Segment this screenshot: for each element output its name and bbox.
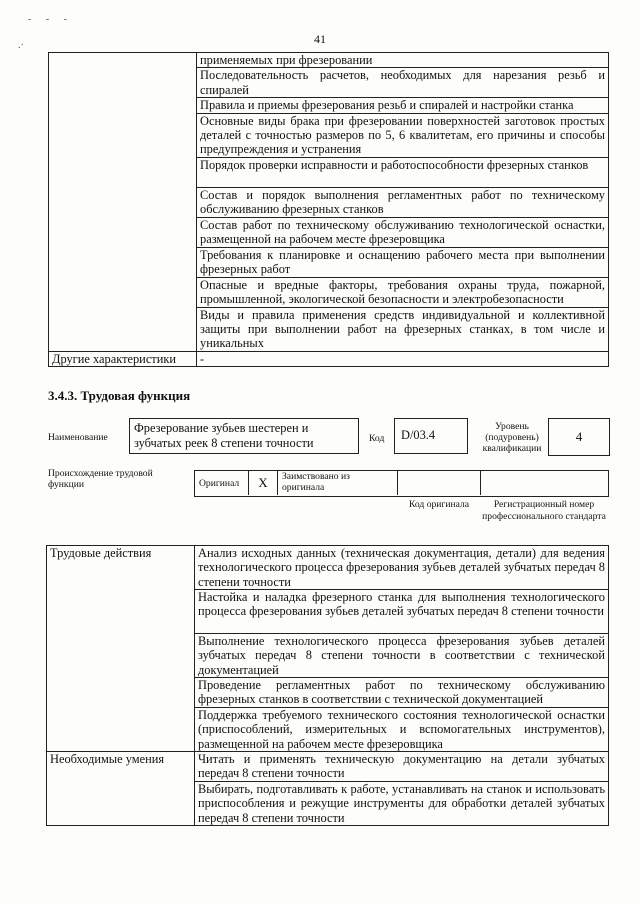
name-value: Фрезерование зубьев шестерен и зубчатых реек 8 степени точности: [134, 421, 314, 450]
skills-label: Необходимые умения: [47, 752, 195, 826]
labor-action-row: Выполнение технологического процесса фрезерования зубьев деталей зубчатых передач 8 степени точности в соответствии с технической документацией: [195, 634, 609, 678]
labor-action-row: Проведение регламентных работ по техническому обслуживанию фрезерных станков в соответствии с технической документацией: [195, 678, 609, 708]
section-title: 3.4.3. Трудовая функция: [48, 388, 191, 403]
knowledge-row: Требования к планировке и оснащению рабочего места при выполнении фрезерных работ: [197, 247, 609, 277]
skill-row: Читать и применять техническую документацию на детали зубчатых передач 8 степени точности: [195, 752, 609, 782]
skill-row: Выбирать, подготавливать к работе, устанавливать на станок и использовать приспособления и режущие инструменты для обработки деталей зубчатых передач 8 степени точности: [195, 782, 609, 826]
code-label: Код: [369, 433, 385, 444]
name-box: [129, 418, 359, 454]
knowledge-row: Виды и правила применения средств индивидуальной и коллективной защиты при выполнении работ на фрезерных станках, в том числе и уникальных: [197, 307, 609, 351]
code-original-box: [397, 470, 481, 495]
scan-artifact: - - -: [28, 14, 73, 25]
level-value: 4: [575, 429, 583, 444]
reg-number-label: Регистрационный номер профессионального стандарта: [482, 499, 606, 522]
level-box: [548, 418, 610, 456]
borrowed-label: Заимствовано из оригинала: [282, 471, 350, 493]
knowledge-row: Порядок проверки исправности и работоспособности фрезерных станков: [197, 157, 609, 187]
original-label: Оригинал: [199, 478, 240, 489]
labor-action-row: Поддержка требуемого технического состояния технологической оснастки (приспособлений, измерительных и вспомогательных инструментов), размещенной на рабочем месте фрезеровщика: [195, 708, 609, 752]
knowledge-row: Состав работ по техническому обслуживанию технологической оснастки, размещенной на рабочем месте фрезеровщика: [197, 217, 609, 247]
knowledge-row: Правила и приемы фрезерования резьб и спиралей и настройки станка: [197, 98, 609, 113]
scan-artifact: .·: [18, 40, 24, 51]
knowledge-row: Состав и порядок выполнения регламентных работ по техническому обслуживанию фрезерных станков: [197, 187, 609, 217]
code-value: D/03.4: [401, 428, 436, 442]
labor-action-row: Настойка и наладка фрезерного станка для выполнения технологического процесса фрезерования зубьев деталей зубчатых передач 8 степени точности: [195, 590, 609, 634]
knowledge-row: Опасные и вредные факторы, требования охраны труда, пожарной, промышленной, экологической безопасности и электробезопасности: [197, 277, 609, 307]
other-characteristics-value: -: [197, 351, 609, 366]
code-original-label: Код оригинала: [408, 499, 470, 510]
labor-actions-table: [46, 545, 609, 826]
code-box: [394, 418, 468, 454]
page-number: 41: [314, 32, 326, 46]
level-label: Уровень (подуровень) квалификации: [482, 421, 542, 454]
labor-action-row: Анализ исходных данных (техническая документация, детали) для ведения технологического процесса фрезерования зубьев деталей зубчатых передач 8 степени точности: [195, 546, 609, 590]
knowledge-row: Последовательность расчетов, необходимых для нарезания резьб и спиралей: [197, 68, 609, 98]
name-label: Наименование: [48, 432, 108, 443]
origin-label: Происхождение трудовой функции: [48, 468, 153, 490]
original-mark: X: [248, 470, 278, 495]
knowledge-table: [48, 52, 609, 367]
knowledge-label-cell: [49, 53, 197, 352]
labor-actions-label: Трудовые действия: [47, 546, 195, 752]
knowledge-row: применяемых при фрезеровании: [197, 53, 609, 68]
other-characteristics-label: Другие характеристики: [49, 351, 197, 366]
knowledge-row: Основные виды брака при фрезеровании поверхностей заготовок простых деталей с точностью размеров по 5, 6 квалитетам, его причины и способы предупреждения и устранения: [197, 113, 609, 157]
